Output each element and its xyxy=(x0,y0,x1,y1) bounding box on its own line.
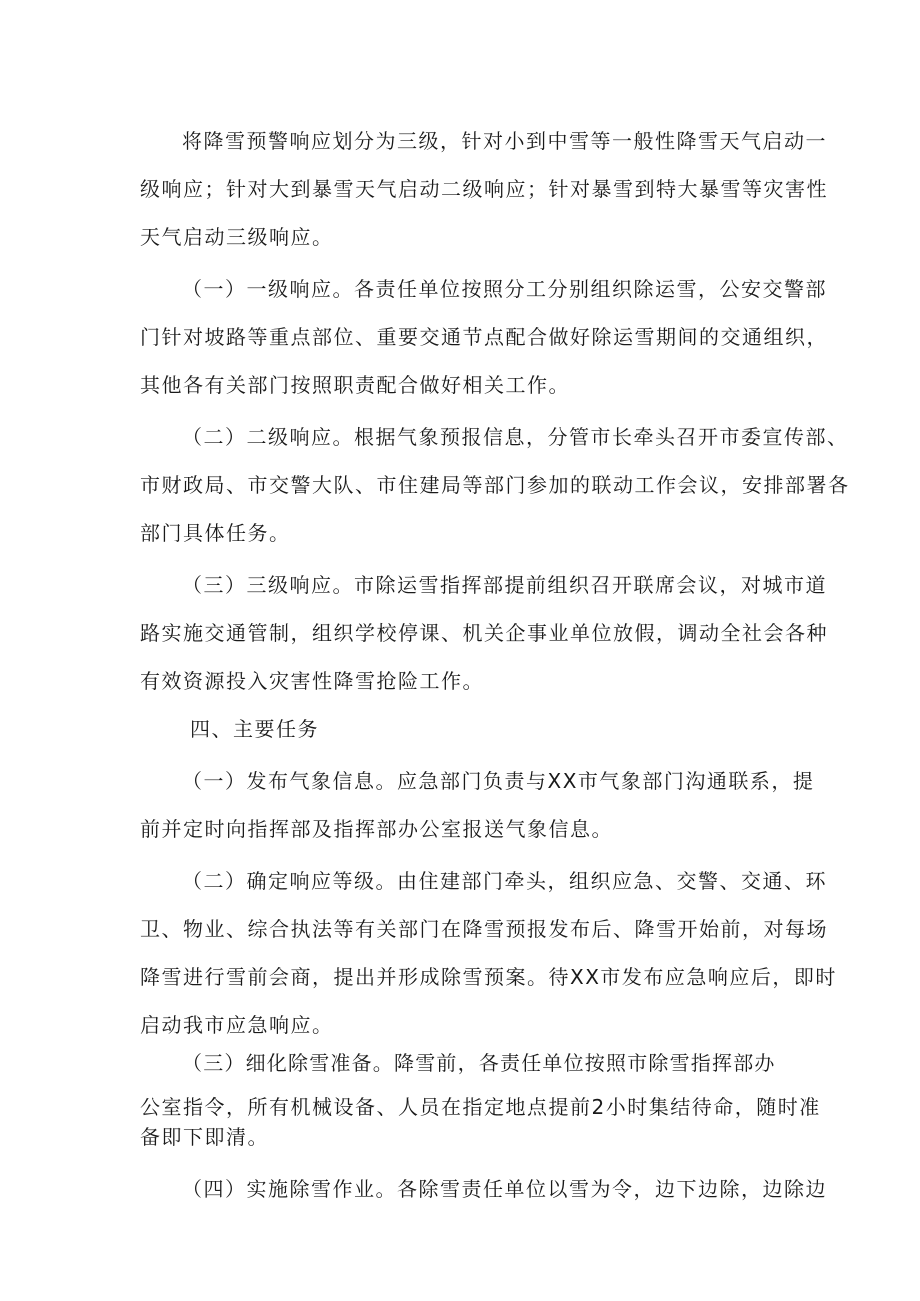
paragraph-line: （三）细化除雪准备。降雪前，各责任单位按照市除雪指挥部办 xyxy=(182,1051,776,1075)
paragraph-line: 将降雪预警响应划分为三级，针对小到中雪等一般性降雪天气启动一 xyxy=(182,129,827,153)
paragraph-line: 级响应；针对大到暴雪天气启动二级响应；针对暴雪到特大暴雪等灾害性 xyxy=(140,177,828,201)
paragraph-line: （一）发布气象信息。应急部门负责与XX市气象部门沟通联系，提 xyxy=(182,769,815,793)
paragraph-line: （四）实施除雪作业。各除雪责任单位以雪为令，边下边除，边除边 xyxy=(182,1177,827,1201)
paragraph-line: （一）一级响应。各责任单位按照分工分别组织除运雪，公安交警部 xyxy=(182,277,827,301)
paragraph-line: 卫、物业、综合执法等有关部门在降雪预报发布后、降雪开始前，对每场 xyxy=(140,917,828,941)
paragraph-line: 路实施交通管制，组织学校停课、机关企事业单位放假，调动全社会各种 xyxy=(140,621,828,645)
paragraph-line: 启动我市应急响应。 xyxy=(140,1013,334,1037)
paragraph-line: （二）确定响应等级。由住建部门牵头，组织应急、交警、交通、环 xyxy=(182,869,827,893)
paragraph-line: 门针对坡路等重点部位、重要交通节点配合做好除运雪期间的交通组织， xyxy=(140,325,828,349)
paragraph-line: 其他各有关部门按照职责配合做好相关工作。 xyxy=(140,373,570,397)
paragraph-line: 备即下即清。 xyxy=(140,1125,269,1149)
paragraph-line: （三）三级响应。市除运雪指挥部提前组织召开联席会议，对城市道 xyxy=(182,573,827,597)
paragraph-line: 公室指令，所有机械设备、人员在指定地点提前2小时集结待命，随时准 xyxy=(140,1095,821,1119)
paragraph-line: 有效资源投入灾害性降雪抢险工作。 xyxy=(140,669,484,693)
paragraph-line: 前并定时向指挥部及指挥部办公室报送气象信息。 xyxy=(140,817,613,841)
paragraph-line: 部门具体任务。 xyxy=(140,521,291,545)
paragraph-line: （二）二级响应。根据气象预报信息，分管市长牵头召开市委宣传部、 xyxy=(182,425,849,449)
section-heading: 四、主要任务 xyxy=(190,717,319,741)
paragraph-line: 降雪进行雪前会商，提出并形成除雪预案。待XX市发布应急响应后，即时 xyxy=(140,965,837,989)
paragraph-line: 天气启动三级响应。 xyxy=(140,225,334,249)
paragraph-line: 市财政局、市交警大队、市住建局等部门参加的联动工作会议，安排部署各 xyxy=(140,473,850,497)
